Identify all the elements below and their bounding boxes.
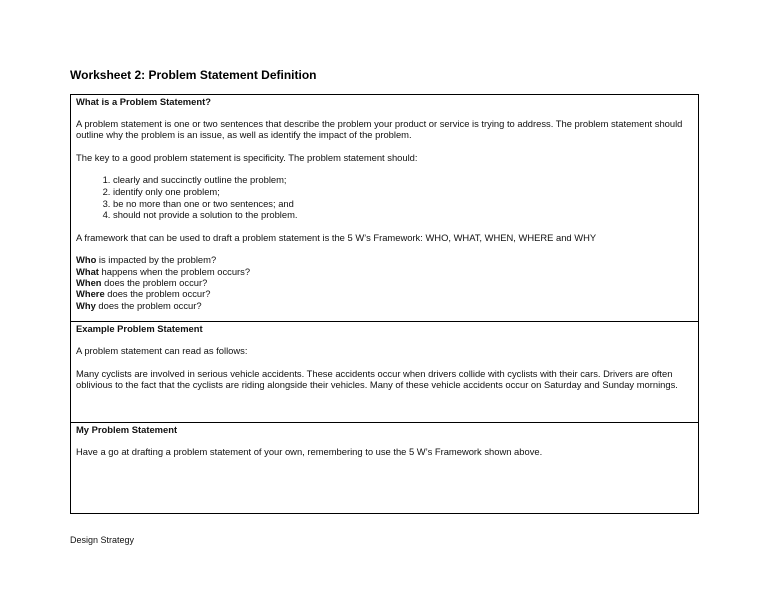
framework-paragraph: A framework that can be used to draft a problem statement is the 5 W’s Framework: WHO, WHAT, WHEN, WHERE and WHY <box>76 231 597 243</box>
ws-text: does the problem occur? <box>104 288 211 300</box>
page-footer: Design Strategy <box>70 535 135 545</box>
ws-word: When <box>76 277 102 289</box>
ws-word: Why <box>76 299 96 311</box>
section-example <box>71 322 698 423</box>
ws-text: does the problem occur? <box>95 299 202 311</box>
example-intro: A problem statement can read as follows: <box>76 345 248 356</box>
section-heading-my-statement: My Problem Statement <box>76 424 178 435</box>
list-item: 3. be no more than one or two sentences; and <box>113 198 693 210</box>
ws-text: happens when the problem occurs? <box>98 265 251 277</box>
ws-word: Who <box>76 254 97 266</box>
criteria-list <box>76 174 693 220</box>
list-item: 4. should not provide a solution to the problem. <box>113 209 693 221</box>
list-item: 2. identify only one problem; <box>113 186 693 198</box>
section-my-statement <box>71 423 698 513</box>
ws-line-when <box>76 277 693 288</box>
my-statement-instruction: Have a go at drafting a problem statement of your own, remembering to use the 5 W’s Framework shown above. <box>76 446 543 457</box>
definition-paragraph: A problem statement is one or two sentences that describe the problem your product or service is trying to address. The problem statement should outline why the problem is an issue, as well as identify the impact of the problem. <box>76 118 683 141</box>
ws-line-who <box>76 254 693 265</box>
example-statement: Many cyclists are involved in serious vehicle accidents. These accidents occur when drivers collide with cyclists with their cars. Drivers are often oblivious to the fact that the cyclists are riding alongside their vehicles. Many of these vehicle accidents occur on Saturday and Sunday mornings. <box>76 367 678 390</box>
section-heading-example: Example Problem Statement <box>76 323 203 334</box>
list-item: 1. clearly and succinctly outline the problem; <box>113 174 693 186</box>
ws-word: Where <box>76 288 105 300</box>
ws-word: What <box>76 265 99 277</box>
ws-line-why <box>76 300 693 311</box>
worksheet-table <box>70 94 699 514</box>
ws-line-where <box>76 288 693 299</box>
ws-line-what <box>76 266 693 277</box>
section-what-is <box>71 95 698 322</box>
section-heading-what-is: What is a Problem Statement? <box>76 96 211 107</box>
worksheet-title: Worksheet 2: Problem Statement Definition <box>70 68 317 82</box>
specificity-paragraph: The key to a good problem statement is specificity. The problem statement should: <box>76 151 418 163</box>
ws-text: does the problem occur? <box>101 277 208 289</box>
ws-text: is impacted by the problem? <box>96 254 217 266</box>
